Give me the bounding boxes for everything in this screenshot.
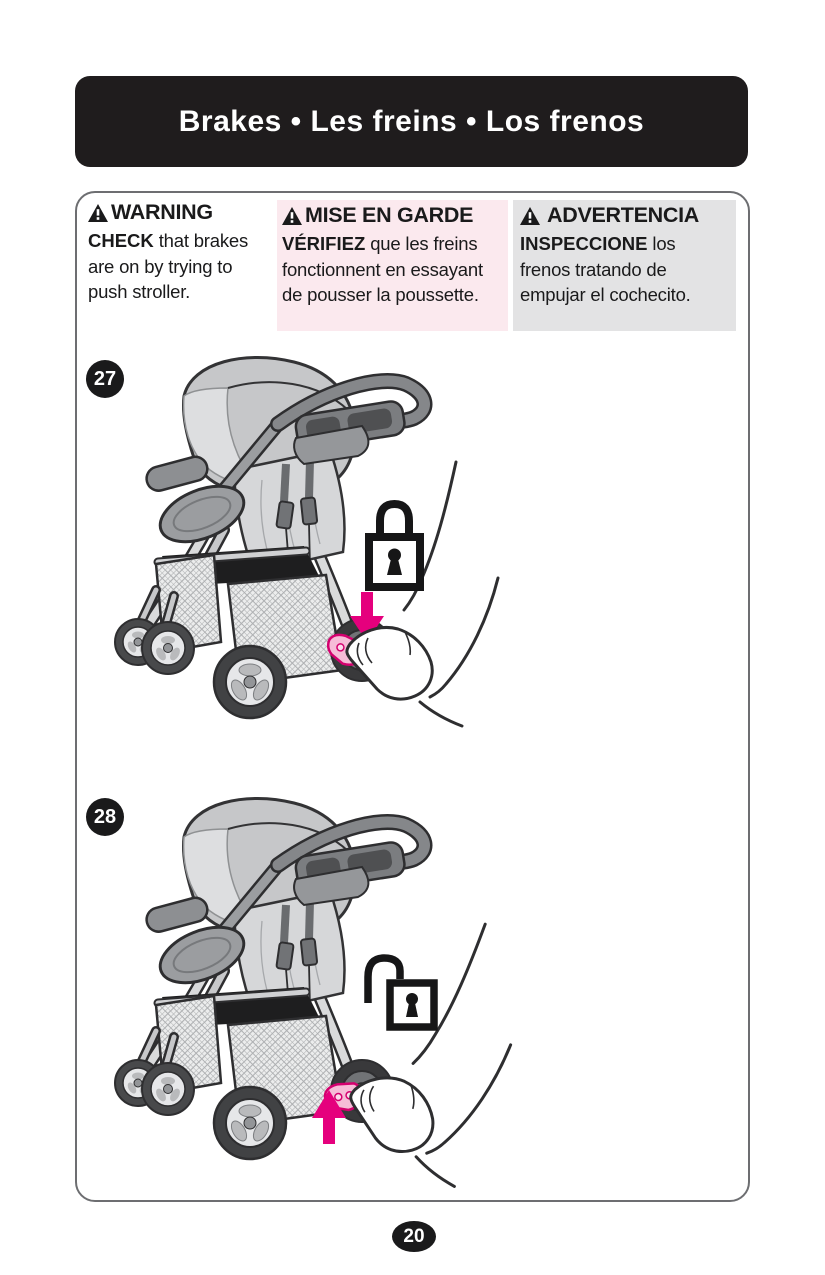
page-number-badge: 20 xyxy=(392,1221,436,1252)
warning-text: INSPECCIONE los frenos tratando de empujar el cochecito. xyxy=(520,233,691,306)
warning-text: CHECK that brakes are on by trying to push stroller. xyxy=(88,230,249,303)
warning-panel-spanish xyxy=(513,200,736,331)
warning-panel-french xyxy=(277,200,508,331)
warning-triangle-icon xyxy=(282,207,302,225)
warning-title: MISE EN GARDE xyxy=(282,203,503,228)
warning-triangle-icon xyxy=(88,204,108,222)
figure-step-27 xyxy=(100,352,540,752)
warning-title: WARNING xyxy=(88,200,272,225)
warning-text: VÉRIFIEZ que les freins fonctionnent en essayant de pousser la poussette. xyxy=(282,233,483,306)
lock-open-icon xyxy=(368,958,434,1027)
step-badge-28: 28 xyxy=(86,798,124,836)
stroller-illustration-unlocked xyxy=(100,793,540,1193)
lock-closed-icon xyxy=(369,504,420,587)
page-title: Brakes • Les freins • Los frenos xyxy=(178,104,645,138)
figure-step-28 xyxy=(100,793,540,1193)
header-bar xyxy=(75,76,748,167)
stroller-illustration-locked xyxy=(100,352,540,752)
step-badge-27: 27 xyxy=(86,360,124,398)
warning-panel-english xyxy=(88,200,272,305)
warning-title: ADVERTENCIA xyxy=(520,203,729,228)
warning-triangle-icon xyxy=(520,207,540,225)
